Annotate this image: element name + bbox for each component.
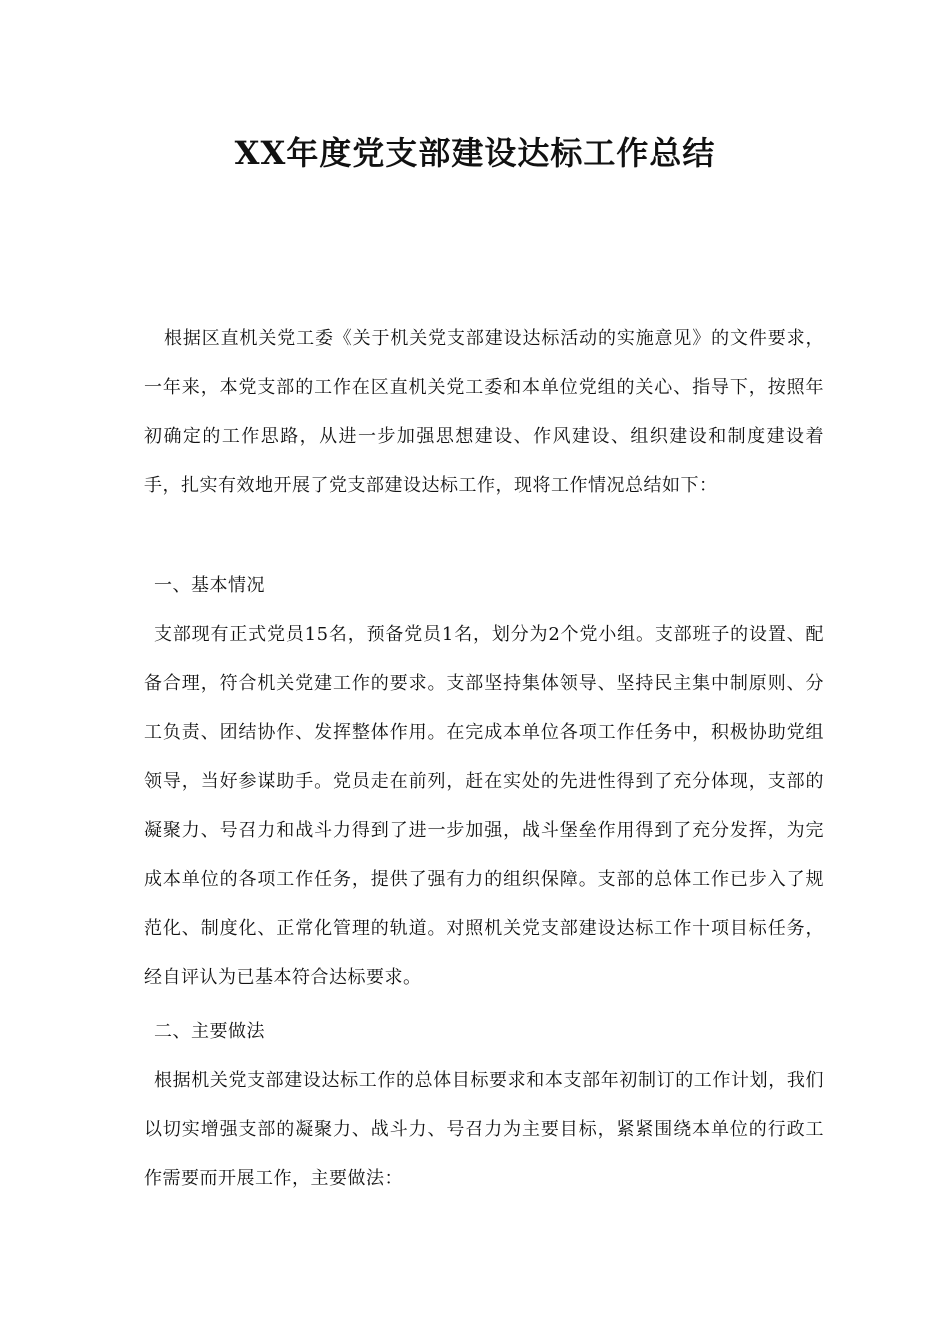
intro-paragraph: 根据区直机关党工委《关于机关党支部建设达标活动的实施意见》的文件要求，一年来，本党支部的工作在区直机关党工委和本单位党组的关心、指导下，按照年初确定的工作思路，从进一步加强思想建设、作风建设、组织建设和制度建设着手，扎实有效地开展了党支部建设达标工作，现将工作情况总结如下： (144, 328, 824, 496)
section-heading-main-practices: 二、主要做法 (154, 1021, 265, 1042)
section-heading-basic-situation: 一、基本情况 (154, 575, 265, 596)
document-title: XX年度党支部建设达标工作总结 (234, 134, 716, 172)
main-practices-paragraph: 根据机关党支部建设达标工作的总体目标要求和本支部年初制订的工作计划，我们以切实增强支部的凝聚力、战斗力、号召力为主要目标，紧紧围绕本单位的行政工作需要而开展工作，主要做法： (144, 1070, 824, 1189)
basic-situation-paragraph: 支部现有正式党员15名，预备党员1名，划分为2个党小组。支部班子的设置、配备合理，符合机关党建工作的要求。支部坚持集体领导、坚持民主集中制原则、分工负责、团结协作、发挥整体作用。在完成本单位各项工作任务中，积极协助党组领导，当好参谋助手。党员走在前列，赶在实处的先进性得到了充分体现，支部的凝聚力、号召力和战斗力得到了进一步加强，战斗堡垒作用得到了充分发挥，为完成本单位的各项工作任务，提供了强有力的组织保障。支部的总体工作已步入了规范化、制度化、正常化管理的轨道。对照机关党支部建设达标工作十项目标任务，经自评认为已基本符合达标要求。 (144, 624, 824, 988)
